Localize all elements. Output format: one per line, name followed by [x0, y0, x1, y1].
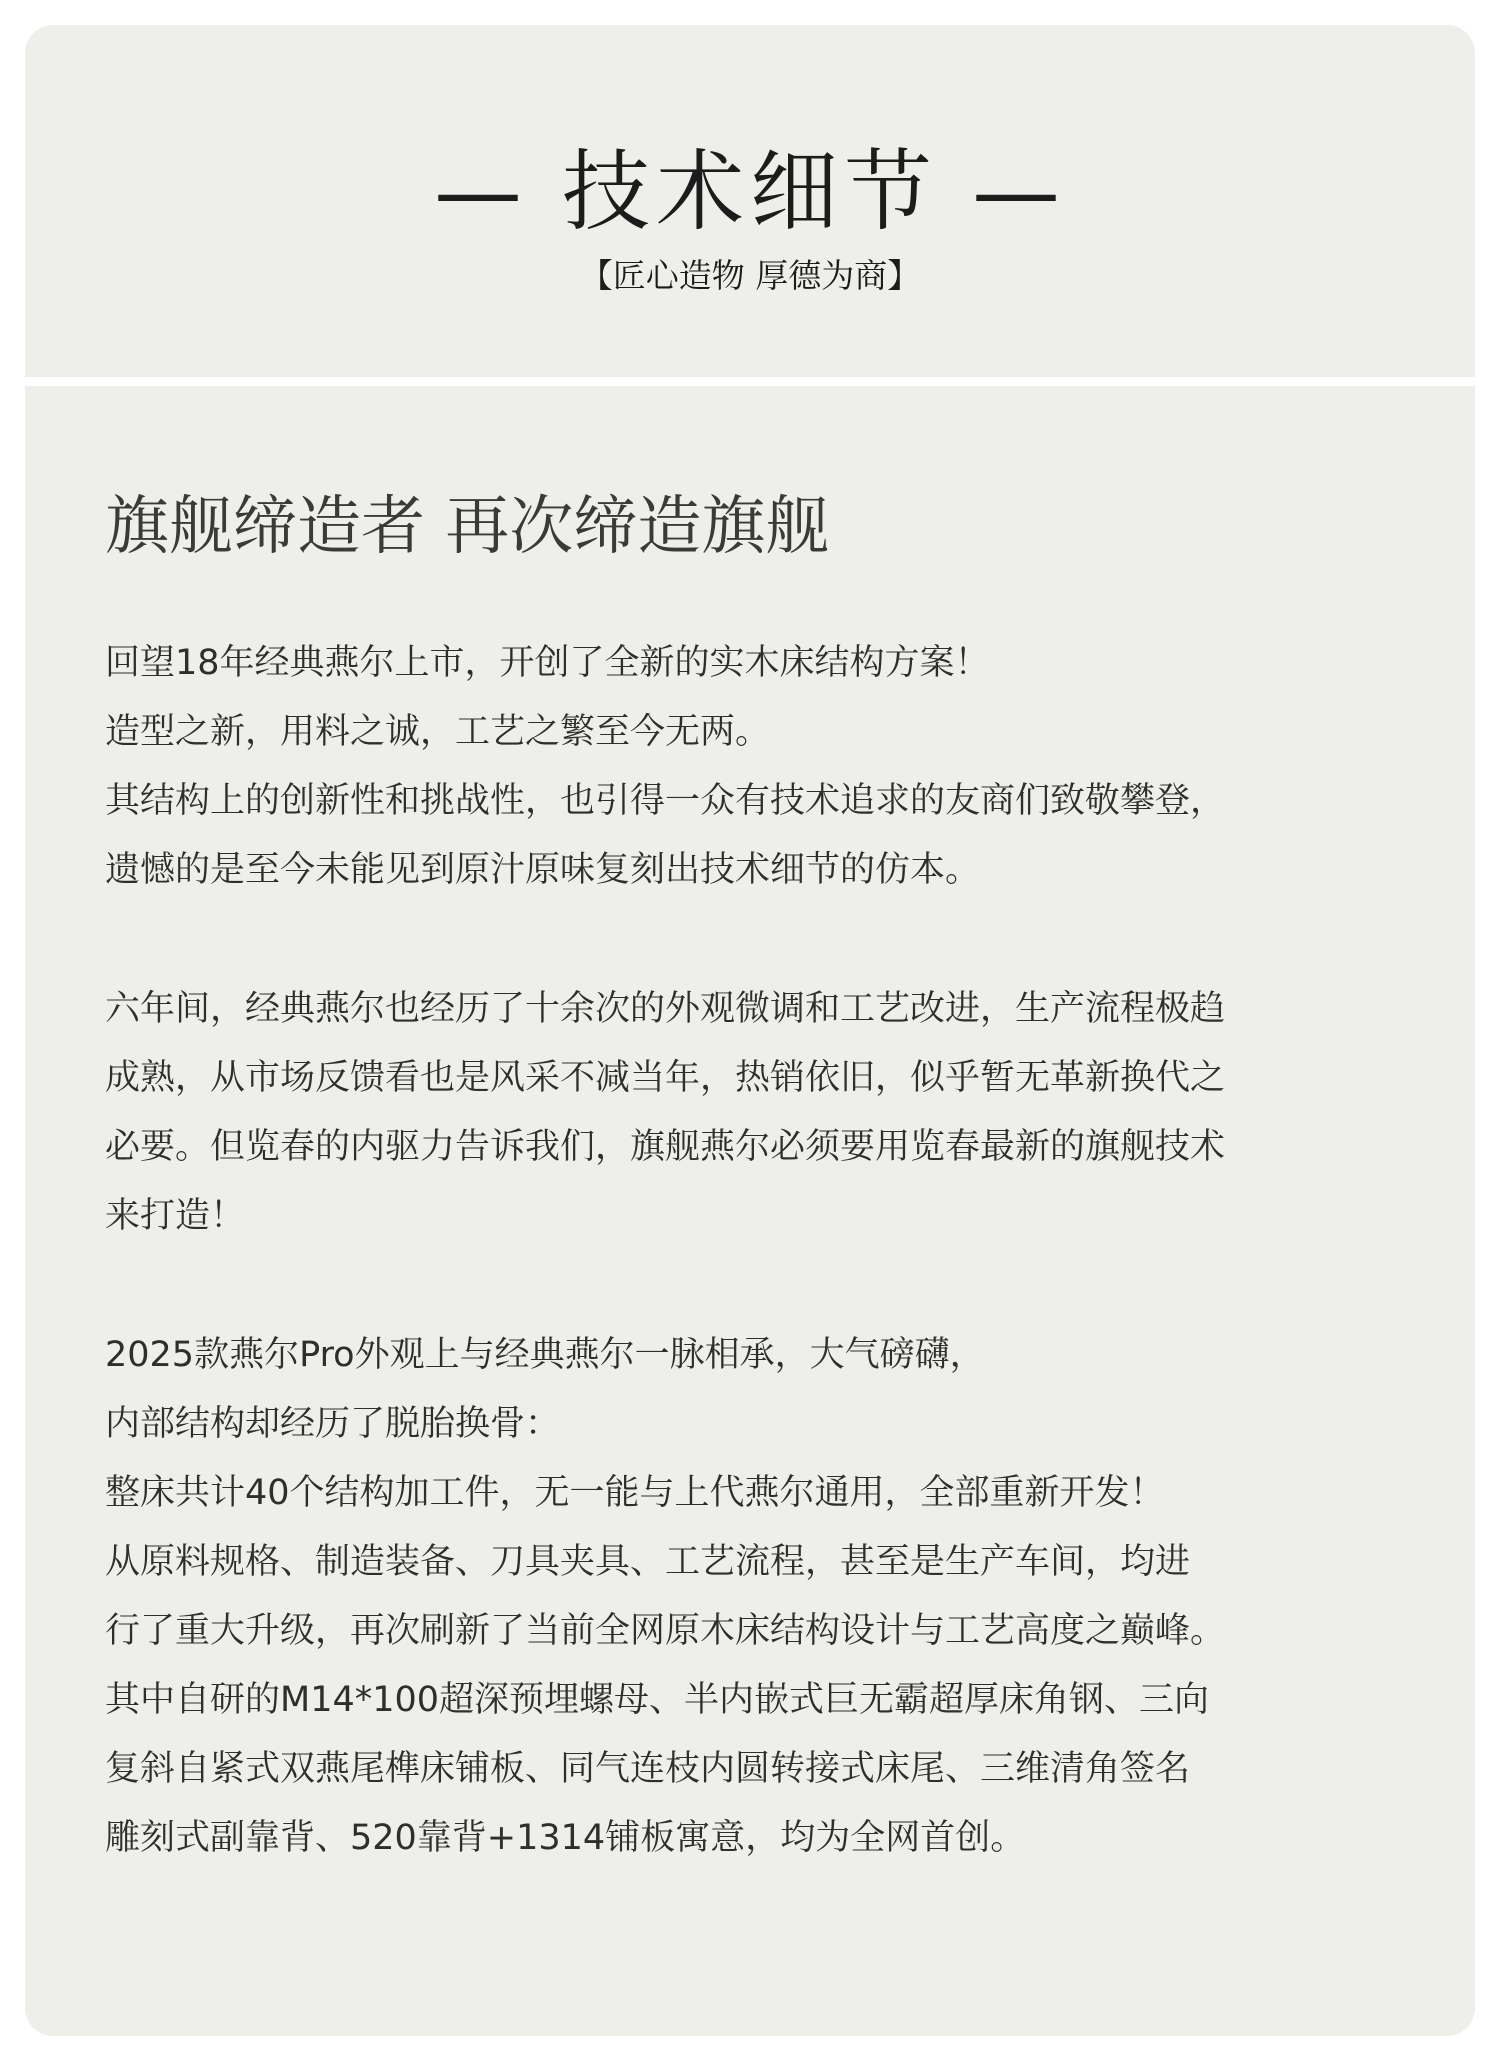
- headline: 旗舰缔造者 再次缔造旗舰: [105, 490, 830, 564]
- paragraph-2: [105, 975, 1435, 1251]
- section-subtitle: 【匠心造物 厚德为商】: [579, 256, 921, 295]
- text-line: 必要。但览春的内驱力告诉我们，旗舰燕尔必须要用览春最新的旗舰技术: [105, 1127, 1226, 1167]
- text-line: 雕刻式副靠背、520靠背+1314铺板寓意，均为全网首创。: [105, 1818, 1026, 1858]
- header-card: [25, 25, 1475, 377]
- text-line: 行了重大升级，再次刷新了当前全网原木床结构设计与工艺高度之巅峰。: [105, 1611, 1226, 1651]
- section-title: — 技术细节 —: [434, 140, 1066, 243]
- text-line: 从原料规格、制造装备、刀具夹具、工艺流程，甚至是生产车间，均进: [105, 1542, 1191, 1582]
- text-line: 整床共计40个结构加工件，无一能与上代燕尔通用，全部重新开发！: [105, 1473, 1165, 1513]
- text-line: 2025款燕尔Pro外观上与经典燕尔一脉相承，大气磅礴，: [105, 1335, 985, 1375]
- text-line: 造型之新，用料之诚，工艺之繁至今无两。: [105, 712, 771, 752]
- paragraphs: [105, 629, 1435, 1943]
- content-card: [25, 386, 1475, 2036]
- text-line: 其结构上的创新性和挑战性，也引得一众有技术追求的友商们致敬攀登，: [105, 781, 1226, 821]
- text-line: 来打造！: [105, 1196, 246, 1236]
- text-line: 遗憾的是至今未能见到原汁原味复刻出技术细节的仿本。: [105, 850, 981, 890]
- paragraph-1: [105, 629, 1435, 905]
- text-line: 回望18年经典燕尔上市，开创了全新的实木床结构方案！: [105, 643, 990, 683]
- paragraph-3: [105, 1321, 1435, 1873]
- text-line: 复斜自紧式双燕尾榫床铺板、同气连枝内圆转接式床尾、三维清角签名: [105, 1749, 1191, 1789]
- text-line: 其中自研的M14*100超深预埋螺母、半内嵌式巨无霸超厚床角钢、三向: [105, 1680, 1210, 1720]
- text-line: 六年间，经典燕尔也经历了十余次的外观微调和工艺改进，生产流程极趋: [105, 989, 1226, 1029]
- text-line: 内部结构却经历了脱胎换骨：: [105, 1404, 561, 1444]
- text-line: 成熟，从市场反馈看也是风采不减当年，热销依旧，似乎暂无革新换代之: [105, 1058, 1226, 1098]
